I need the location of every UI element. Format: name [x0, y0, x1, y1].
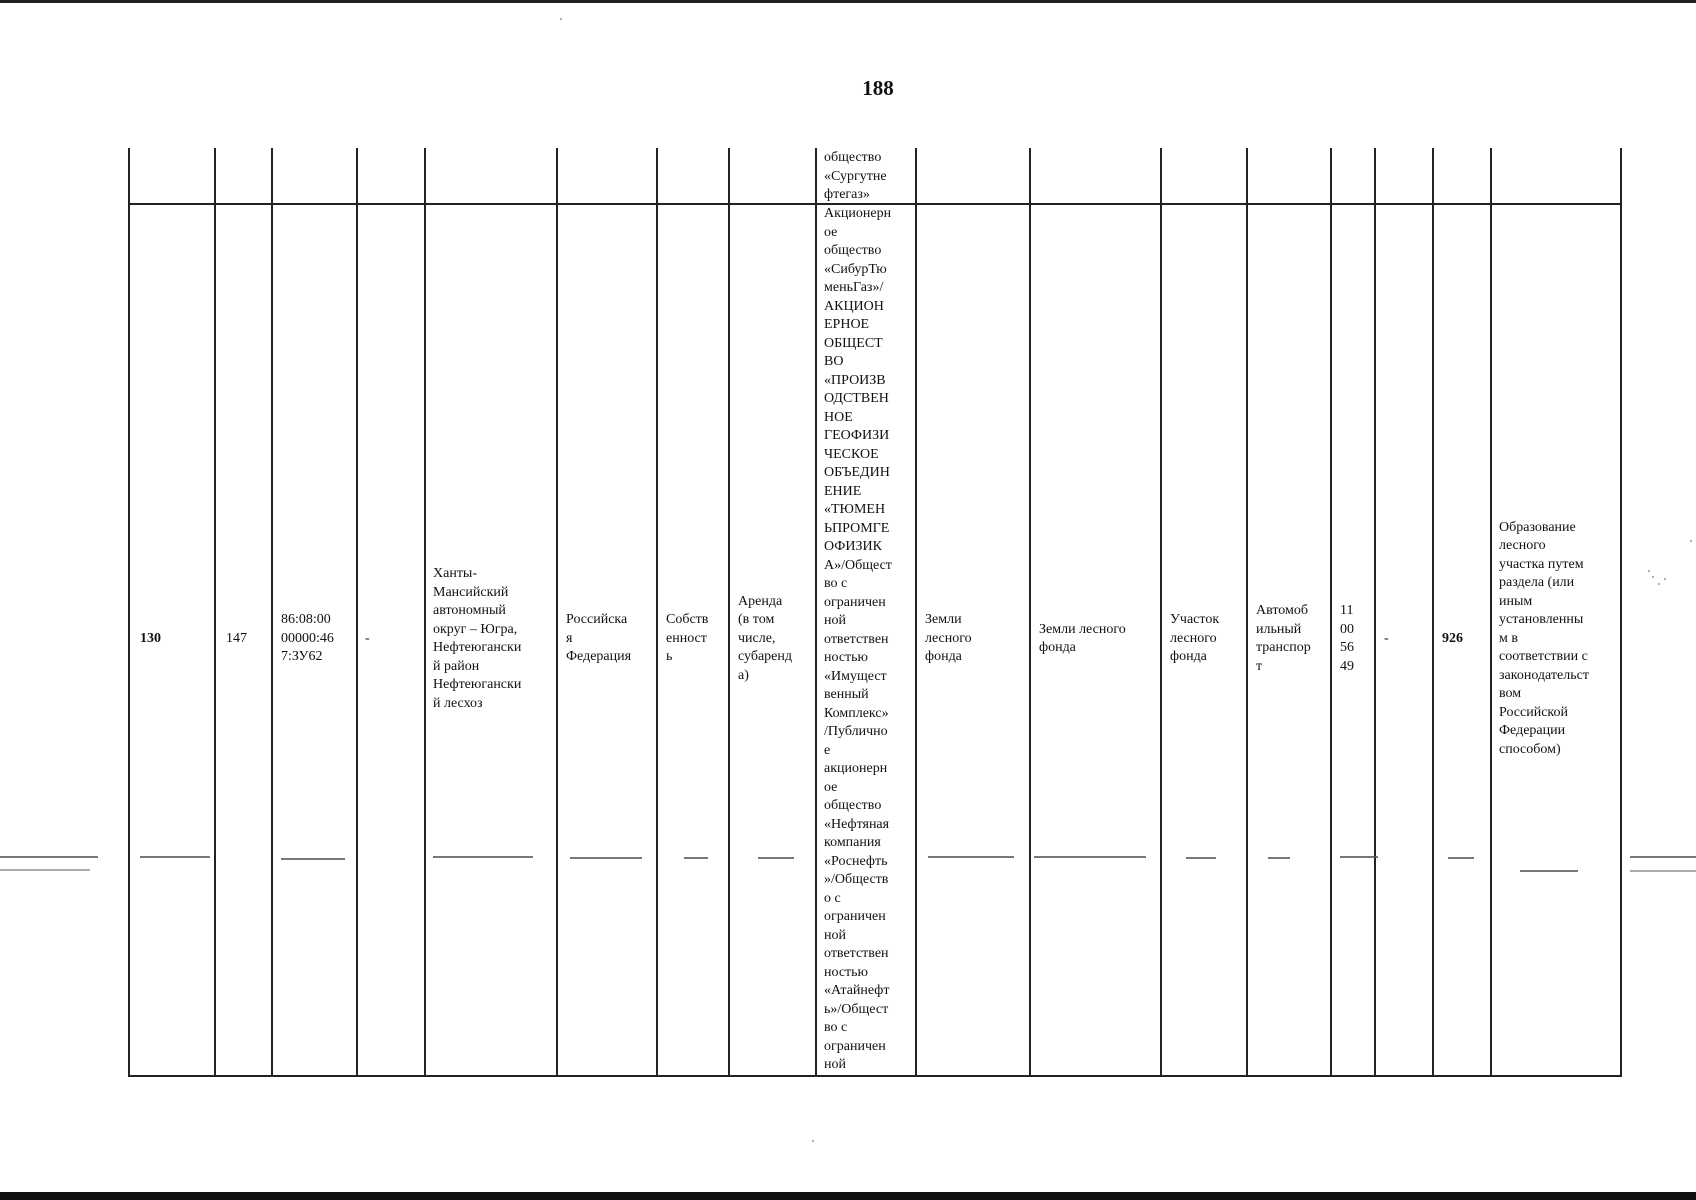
scan-border-bottom	[0, 1192, 1696, 1200]
table-bottom-border	[128, 1075, 1621, 1077]
column-border	[915, 148, 917, 1077]
page-number: 188	[862, 76, 894, 100]
column-border	[1029, 148, 1031, 1077]
cell-row-number: 130	[140, 630, 161, 646]
column-border	[424, 148, 426, 1077]
column-border	[1490, 148, 1492, 1077]
column-border	[271, 148, 273, 1077]
column-border	[128, 148, 130, 1077]
cell-dash: -	[1384, 630, 1389, 646]
column-border	[728, 148, 730, 1077]
cell-cadastral-number: 86:08:00 00000:46 7:ЗУ62	[281, 612, 334, 665]
column-border	[815, 148, 817, 1077]
cell-land-use: Земли лесного фонда	[1039, 621, 1126, 655]
column-border	[1246, 148, 1248, 1077]
column-border	[1330, 148, 1332, 1077]
scan-border-top	[0, 0, 1696, 3]
cell-number: 926	[1442, 630, 1463, 646]
cell-right-type: Собств енност ь	[666, 612, 709, 665]
column-border	[556, 148, 558, 1077]
column-border	[214, 148, 216, 1077]
prev-row-holder-continuation: общество «Сургутне фтегаз»	[824, 150, 887, 202]
cell-formation-method: Образование лесного участка путем раздела (или иным установленны м в соответствии с законодательст вом Российской Федерации способом)	[1499, 519, 1589, 757]
cell-land-type: Участок лесного фонда	[1170, 612, 1220, 665]
column-border	[656, 148, 658, 1077]
column-border	[356, 148, 358, 1077]
cell-encumbrance: Аренда (в том числе, субаренд а)	[738, 593, 793, 683]
column-border	[1620, 148, 1622, 1077]
cell-dash: -	[365, 630, 370, 646]
column-border	[1160, 148, 1162, 1077]
column-border	[1374, 148, 1376, 1077]
cell-purpose: Автомоб ильный транспор т	[1256, 603, 1311, 674]
column-border	[1432, 148, 1434, 1077]
cell-location: Ханты- Мансийский автономный округ – Югра, Нефтеюгански й район Нефтеюгански й лесхоз	[433, 566, 522, 711]
cell-registry-number: 147	[226, 630, 247, 646]
cell-land-category: Земли лесного фонда	[925, 612, 972, 665]
cell-area-code: 11 00 56 49	[1340, 603, 1354, 674]
cell-owner: Российска я Федерация	[566, 612, 632, 665]
cell-rights-holders: Акционерн ое общество «СибурТю меньГаз»/ АКЦИОН ЕРНОЕ ОБЩЕСТ ВО «ПРОИЗВ ОДСТВЕН НОЕ ГЕОФИЗИ ЧЕСКОЕ ОБЪЕДИН ЕНИЕ «ТЮМЕН ЬПРОМГЕ ОФИЗИК А»/Общест во с ограничен ной ответствен ностью «Имущест венный Комплекс» /Публично е акционерн ое общество «Нефтяная компания «Роснефть »/Обществ о с ограничен ной ответствен ностью «Атайнефт ь»/Общест во с ограничен ной	[824, 206, 892, 1072]
